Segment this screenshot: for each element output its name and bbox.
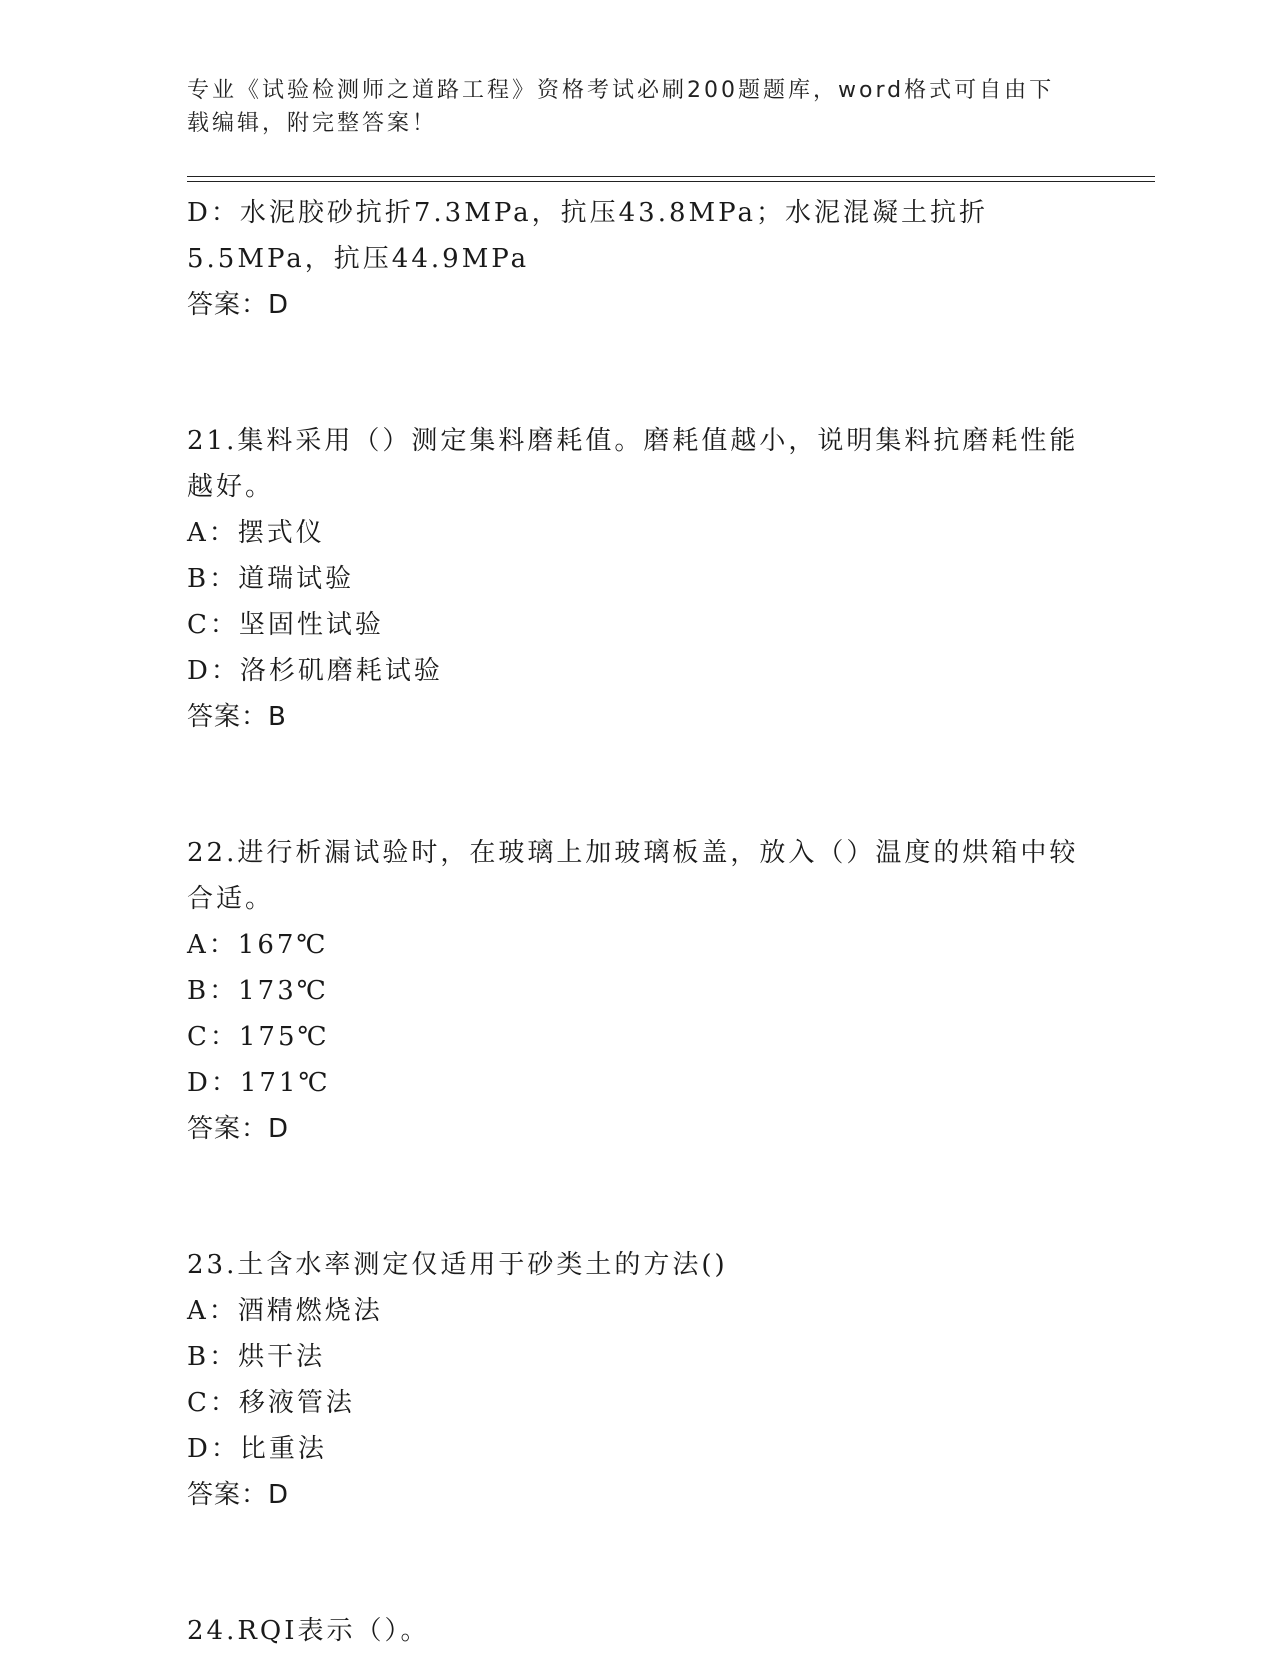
option-a: A：167℃ [187, 930, 329, 960]
question-22 [187, 830, 1087, 1152]
option-c: C：175℃ [187, 1022, 330, 1052]
option-a: A：摆式仪 [187, 518, 325, 548]
option-d: D：洛杉矶磨耗试验 [187, 656, 443, 686]
question-21 [187, 418, 1087, 740]
option-a: A：酒精燃烧法 [187, 1296, 383, 1326]
question-23 [187, 1242, 1087, 1518]
question-24 [187, 1608, 1087, 1654]
document-header: 专业《试验检测师之道路工程》资格考试必刷200题题库，word格式可自由下载编辑，附完整答案！ [187, 78, 1055, 136]
question-stem: 21.集料采用（）测定集料磨耗值。磨耗值越小，说明集料抗磨耗性能越好。 [187, 426, 1079, 502]
question-stem: 22.进行析漏试验时，在玻璃上加玻璃板盖，放入（）温度的烘箱中较合适。 [187, 838, 1079, 914]
option-b: B：道瑞试验 [187, 564, 355, 594]
option-b: B：173℃ [187, 976, 329, 1006]
answer-line: 答案：D [187, 1114, 290, 1144]
question-stem: 24.RQI表示（）。 [187, 1616, 430, 1646]
header-divider-bottom [187, 181, 1155, 182]
answer-line: 答案：D [187, 290, 290, 320]
option-c: C：坚固性试验 [187, 610, 384, 640]
option-c: C：移液管法 [187, 1388, 355, 1418]
option-d: D：171℃ [187, 1068, 331, 1098]
header-divider-top [187, 176, 1155, 177]
question-list [187, 190, 1087, 1654]
option-d: D：水泥胶砂抗折7.3MPa，抗压43.8MPa；水泥混凝土抗折5.5MPa，抗压44.9MPa [187, 198, 988, 274]
answer-line: 答案：B [187, 702, 287, 732]
option-b: B：烘干法 [187, 1342, 326, 1372]
question-stem: 23.土含水率测定仅适用于砂类土的方法() [187, 1250, 728, 1280]
option-d: D：比重法 [187, 1434, 327, 1464]
answer-line: 答案：D [187, 1480, 290, 1510]
